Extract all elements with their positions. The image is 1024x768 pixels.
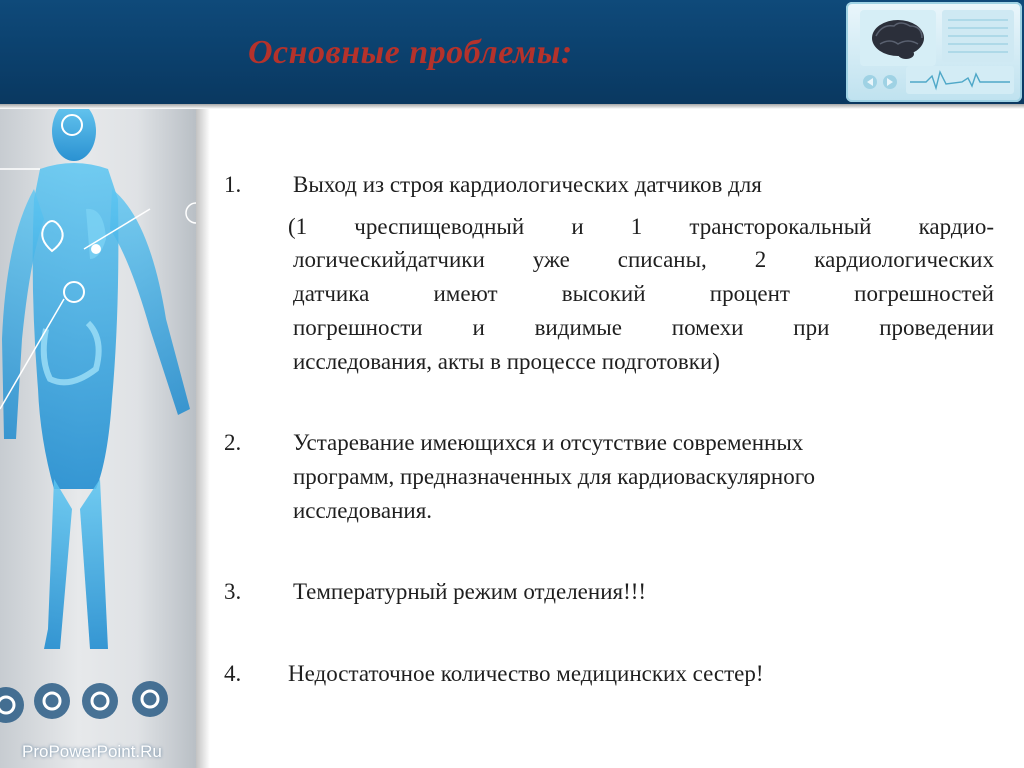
- data-grid-screen: [942, 10, 1014, 62]
- item-number: 2.: [224, 430, 242, 455]
- item-text: Выход из строя кардиологических датчиков для: [293, 172, 762, 197]
- item-number: 4.: [224, 661, 242, 686]
- item-text: исследования.: [293, 498, 433, 523]
- item-text: программ, предназначенных для кардиоваскулярного: [293, 464, 816, 489]
- body-illustration-panel: [0, 109, 196, 768]
- playback-icons: [860, 72, 904, 92]
- bottom-circle-icons: [0, 681, 168, 723]
- item-detail-line: логическийдатчики уже списаны, 2 кардиологических: [293, 247, 994, 272]
- ecg-screen: [906, 66, 1014, 94]
- item-detail-line: погрешности и видимые помехи при проведении: [293, 315, 994, 340]
- item-text: Недостаточное количество медицинских сестер!: [288, 661, 764, 686]
- human-body-illustration: [0, 109, 196, 768]
- item-detail-line: датчика имеют высокий процент погрешностей: [293, 281, 994, 306]
- item-detail-line: (1 чреспищеводный и 1 трансторокальный кардио-: [288, 214, 994, 239]
- slide-title: Основные проблемы:: [248, 34, 573, 71]
- brain-icon: [860, 10, 936, 66]
- panel-edge-shadow: [196, 109, 210, 768]
- ecg-wave-icon: [906, 66, 1014, 94]
- brand-watermark: ProPowerPoint.Ru: [22, 742, 162, 761]
- item-number: 3.: [224, 579, 242, 604]
- monitor-illustration: [846, 2, 1022, 102]
- item-text: Устаревание имеющихся и отсутствие современных: [293, 430, 804, 455]
- item-detail-line: исследования, акты в процессе подготовки): [293, 349, 720, 374]
- brain-screen: [860, 10, 936, 66]
- item-number: 1.: [224, 172, 242, 197]
- item-text: Температурный режим отделения!!!: [293, 579, 647, 604]
